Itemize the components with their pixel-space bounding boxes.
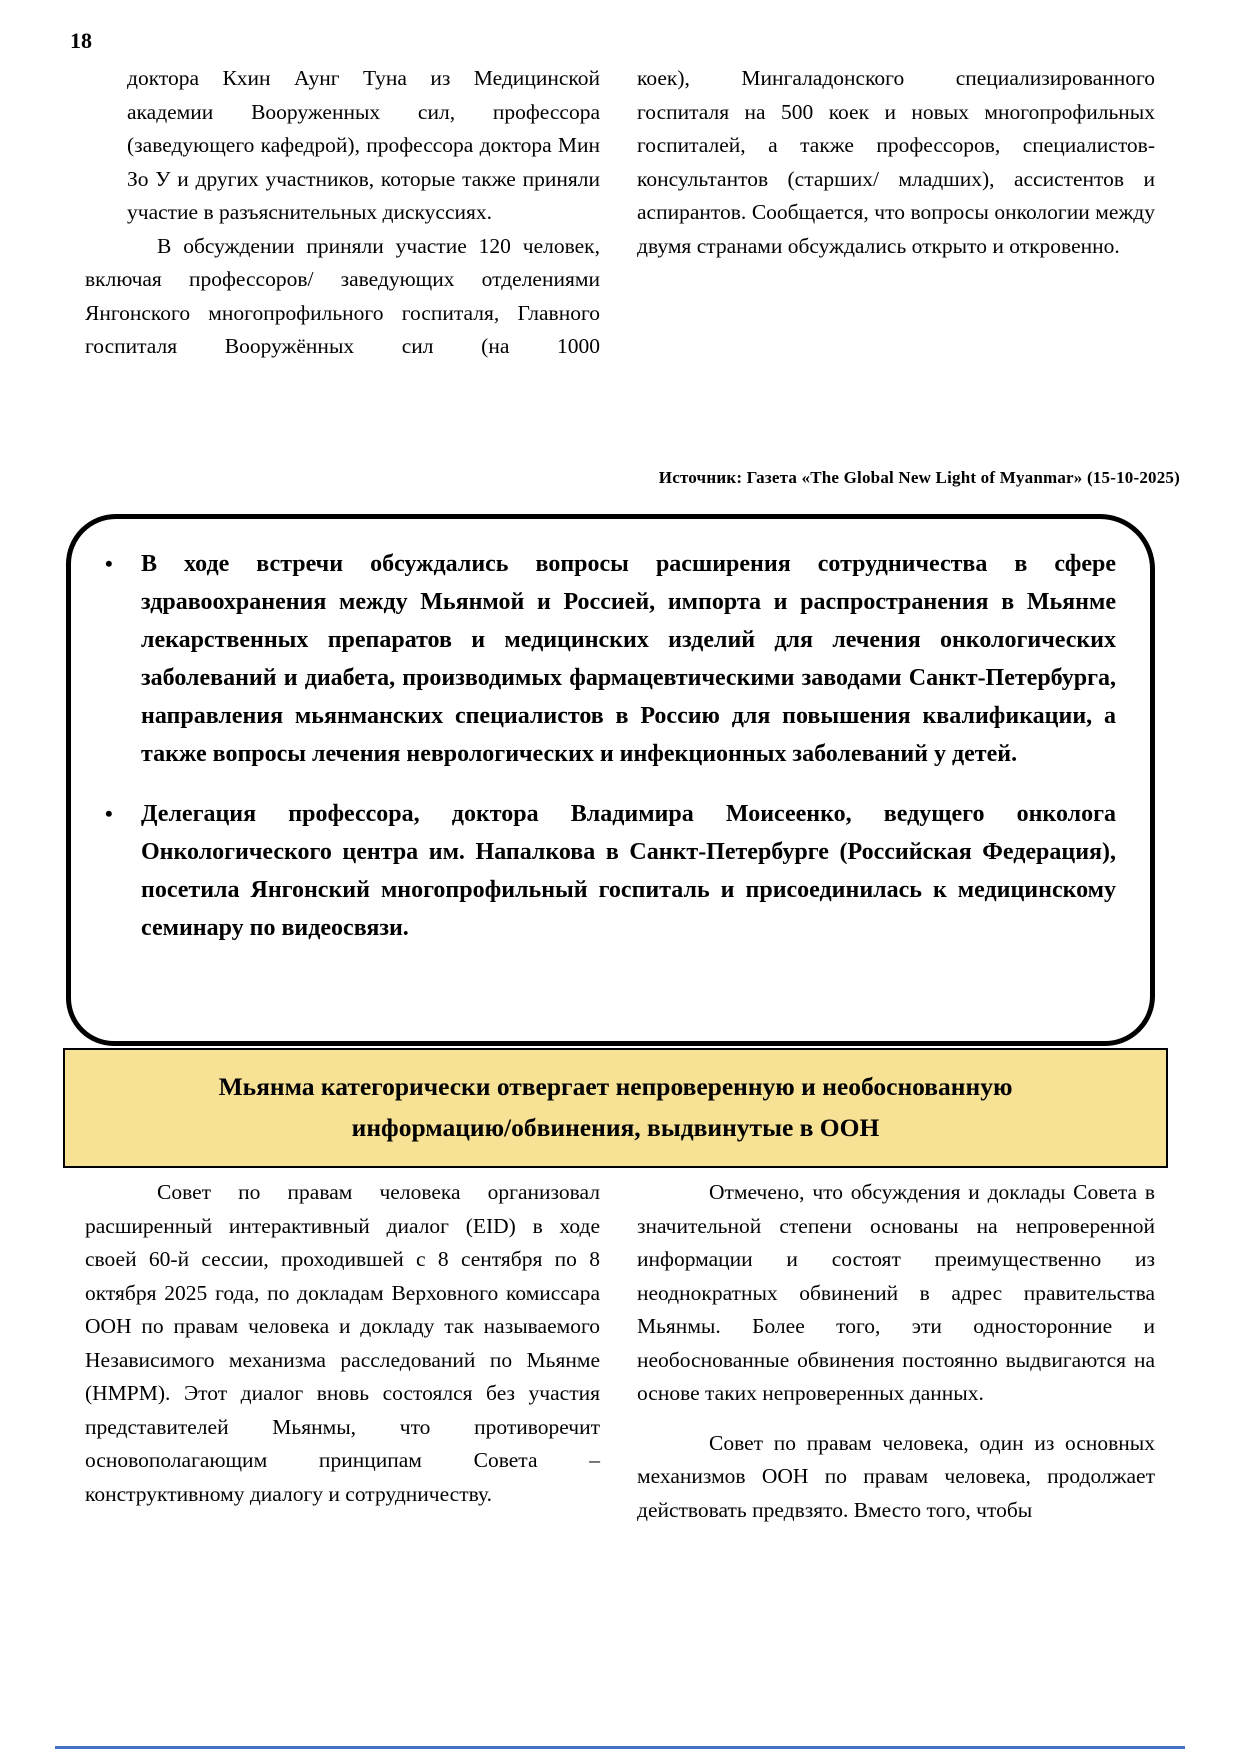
headline-box	[63, 1048, 1168, 1168]
top-left-column	[85, 62, 600, 364]
footer-rule	[55, 1746, 1185, 1749]
bullet-item	[99, 795, 1116, 947]
top-right-column	[637, 62, 1155, 364]
paragraph: коек), Мингаладонского специализированного госпиталя на 500 коек и новых многопрофильных госпиталей, а также профессоров, специалистов-консультантов (старших/ младших), ассистентов и аспирантов. Сообщается, что вопросы онкологии между двумя странами обсуждались открыто и откровенно.	[637, 66, 1155, 258]
bullet-text: Делегация профессора, доктора Владимира Моисеенко, ведущего онколога Онкологического центра им. Напалкова в Санкт-Петербурге (Российская Федерация), посетила Янгонский многопрофильный госпиталь и присоединилась к медицинскому семинару по видеосвязи.	[141, 801, 1116, 941]
bottom-text-section	[85, 1176, 1155, 1527]
bottom-left-column	[85, 1176, 600, 1527]
source-citation: Источник: Газета «The Global New Light of Myanmar» (15-10-2025)	[658, 468, 1180, 487]
bullet-text: В ходе встречи обсуждались вопросы расширения сотрудничества в сфере здравоохранения между Мьянмой и Россией, импорта и распространения в Мьянме лекарственных препаратов и медицинских изделий для лечения онкологических заболеваний и диабета, производимых фармацевтическими заводами Санкт-Петербурга, направления мьянманских специалистов в Россию для повышения квалификации, а также вопросы лечения неврологических и инфекционных заболеваний у детей.	[141, 551, 1116, 767]
page-number: 18	[70, 28, 92, 53]
top-text-section	[85, 62, 1155, 364]
key-points-box	[66, 514, 1155, 1046]
paragraph: Совет по правам человека, один из основных механизмов ООН по правам человека, продолжает действовать предвзято. Вместо того, чтобы	[637, 1430, 1155, 1522]
paragraph: В обсуждении приняли участие 120 человек, включая профессоров/ заведующих отделениями Янгонского многопрофильного госпиталя, Главного госпиталя Вооружённых сил (на 1000	[85, 233, 600, 358]
bullet-icon: •	[105, 551, 113, 576]
bullet-item	[99, 545, 1116, 773]
bottom-right-column	[637, 1176, 1155, 1527]
bullet-icon: •	[105, 801, 113, 826]
headline-title: Мьянма категорически отвергает непроверенную и необоснованную информацию/обвинения, выдвинутые в ООН	[218, 1072, 1013, 1142]
paragraph: Отмечено, что обсуждения и доклады Совета в значительной степени основаны на непроверенной информации и состоят преимущественно из неоднократных обвинений в адрес правительства Мьянмы. Более того, эти односторонние и необоснованные обвинения постоянно выдвигаются на основе таких непроверенных данных.	[637, 1180, 1155, 1405]
paragraph: Совет по правам человека организовал расширенный интерактивный диалог (EID) в ходе своей 60-й сессии, проходившей с 8 сентября по 8 октября 2025 года, по докладам Верховного комиссара ООН по правам человека и докладу так называемого Независимого механизма расследований по Мьянме (НМРМ). Этот диалог вновь состоялся без участия представителей Мьянмы, что противоречит основополагающим принципам Совета – конструктивному диалогу и сотрудничеству.	[85, 1180, 600, 1506]
paragraph: доктора Кхин Аунг Туна из Медицинской академии Вооруженных сил, профессора (заведующего кафедрой), профессора доктора Мин Зо У и других участников, которые также приняли участие в разъяснительных дискуссиях.	[127, 66, 600, 224]
